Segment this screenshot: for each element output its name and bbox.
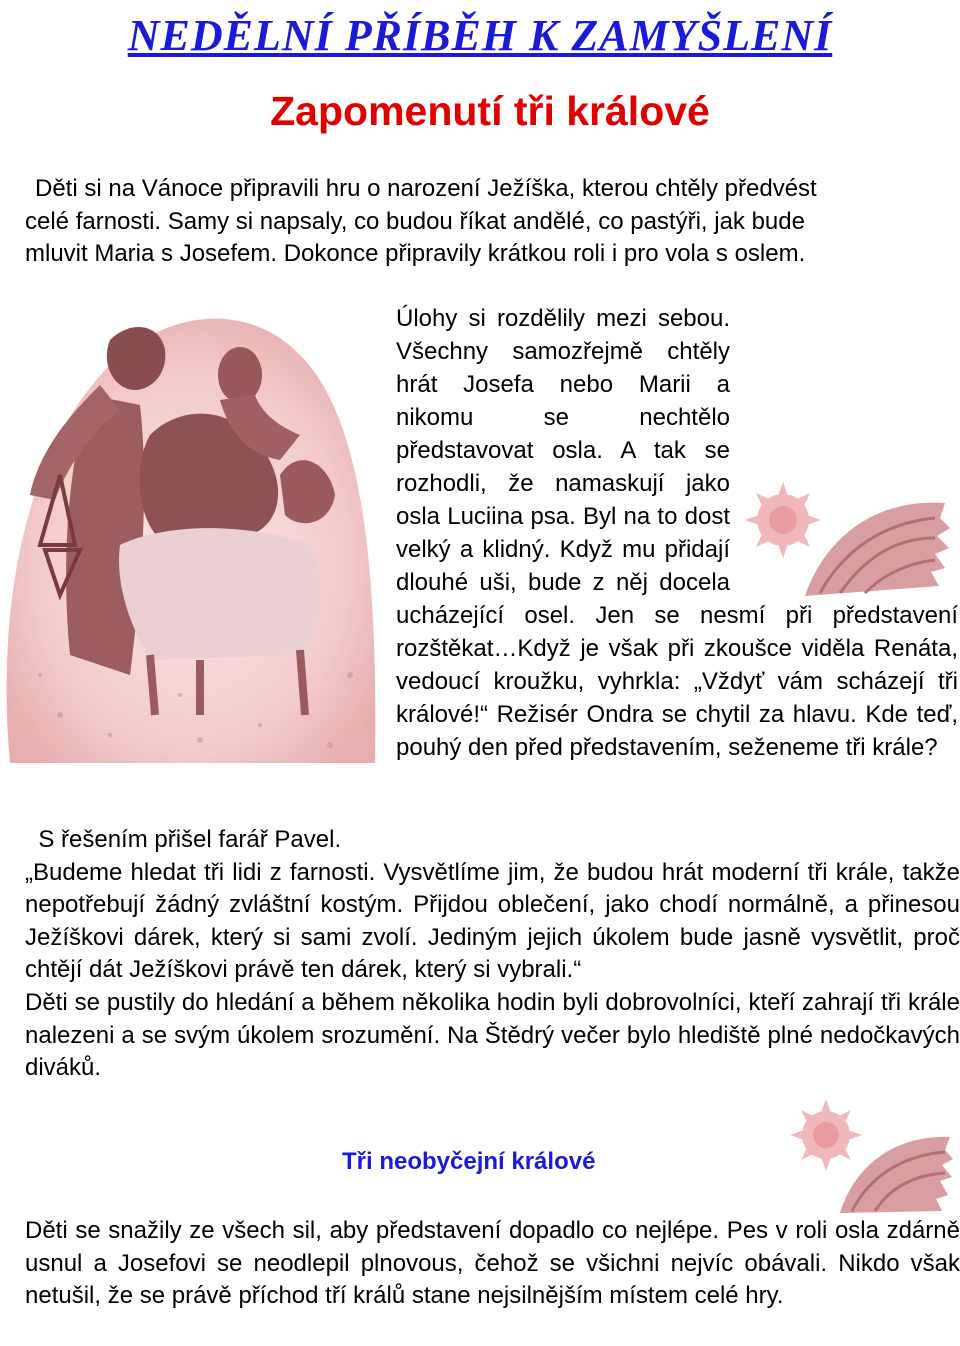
- intro-line: Děti si na Vánoce připravili hru o narození Ježíška, kterou chtěly předvést: [35, 175, 817, 202]
- nativity-illustration: [0, 295, 382, 765]
- intro-paragraph: [25, 173, 960, 271]
- story-title: Zapomenutí tři králové: [270, 88, 710, 134]
- intro-line: mluvit Maria s Josefem. Dokonce připravily krátkou roli i pro vola s oslem.: [25, 240, 806, 268]
- closing-text: Děti se snažily ze všech sil, aby představení dopadlo co nejlépe. Pes v roli osla zdárně usnul a Josefovi se neodlepil plnovous, čehož se všichni nejvíc obávali. Nikdo však netušil, že se právě příchod tří králů stane nejsilnějším místem celé hry.: [25, 1217, 960, 1310]
- intro-line: celé farnosti. Samy si napsaly, co budou říkat andělé, co pastýři, jak bude: [25, 207, 805, 235]
- solution-paragraph: [25, 824, 960, 1085]
- page-header-title: NEDĚLNÍ PŘÍBĚH K ZAMYŠLENÍ: [127, 11, 833, 60]
- spiky-ball-shell-icon: [790, 1095, 955, 1215]
- roles-text: Úlohy si rozdělily mezi sebou. Všechny samozřejmě chtěly hrát Josefa nebo Marii a nikomu se nechtělo představovat osla. A tak se rozhodli, že namaskují jako osla Luciina psa. Byl na to dost velký a klidný. Když mu přidají dlouhé uši, bude z něj docela ucházející osel. Jen se nesmí při představení rozštěkat…Když je však při zkoušce viděla Renáta, vedoucí kroužku, vyhrkla: „Vždyť vám scházejí tři králové!“ Režisér Ondra se chytil za hlavu. Kde teď, pouhý den před představením, seženeme tři krále?: [396, 305, 958, 761]
- solution-line: S řešením přišel farář Pavel.: [25, 826, 342, 853]
- closing-paragraph: [25, 1215, 960, 1313]
- spiky-ball-shell-icon: [745, 478, 955, 598]
- solution-quote: „Budeme hledat tři lidi z farnosti. Vysvětlíme jim, že budou hrát moderní tři krále, takže nepotřebují žádný zvláštní kostým. Přijdou oblečení, jako chodí normálně, a přinesou Ježíškovi dárek, který si sami zvolí. Jediným jejich úkolem bude jasně vysvětlit, proč chtějí dát Ježíškovi právě ten dárek, který si vybrali.“: [25, 858, 960, 984]
- section-title: Tři neobyčejní králové: [342, 1148, 596, 1175]
- solution-continued: Děti se pustily do hledání a během několika hodin byli dobrovolníci, kteří zahrají tři krále nalezeni a se svým úkolem srozumění. Na Štědrý večer bylo hlediště plné nedočkavých diváků.: [25, 988, 960, 1082]
